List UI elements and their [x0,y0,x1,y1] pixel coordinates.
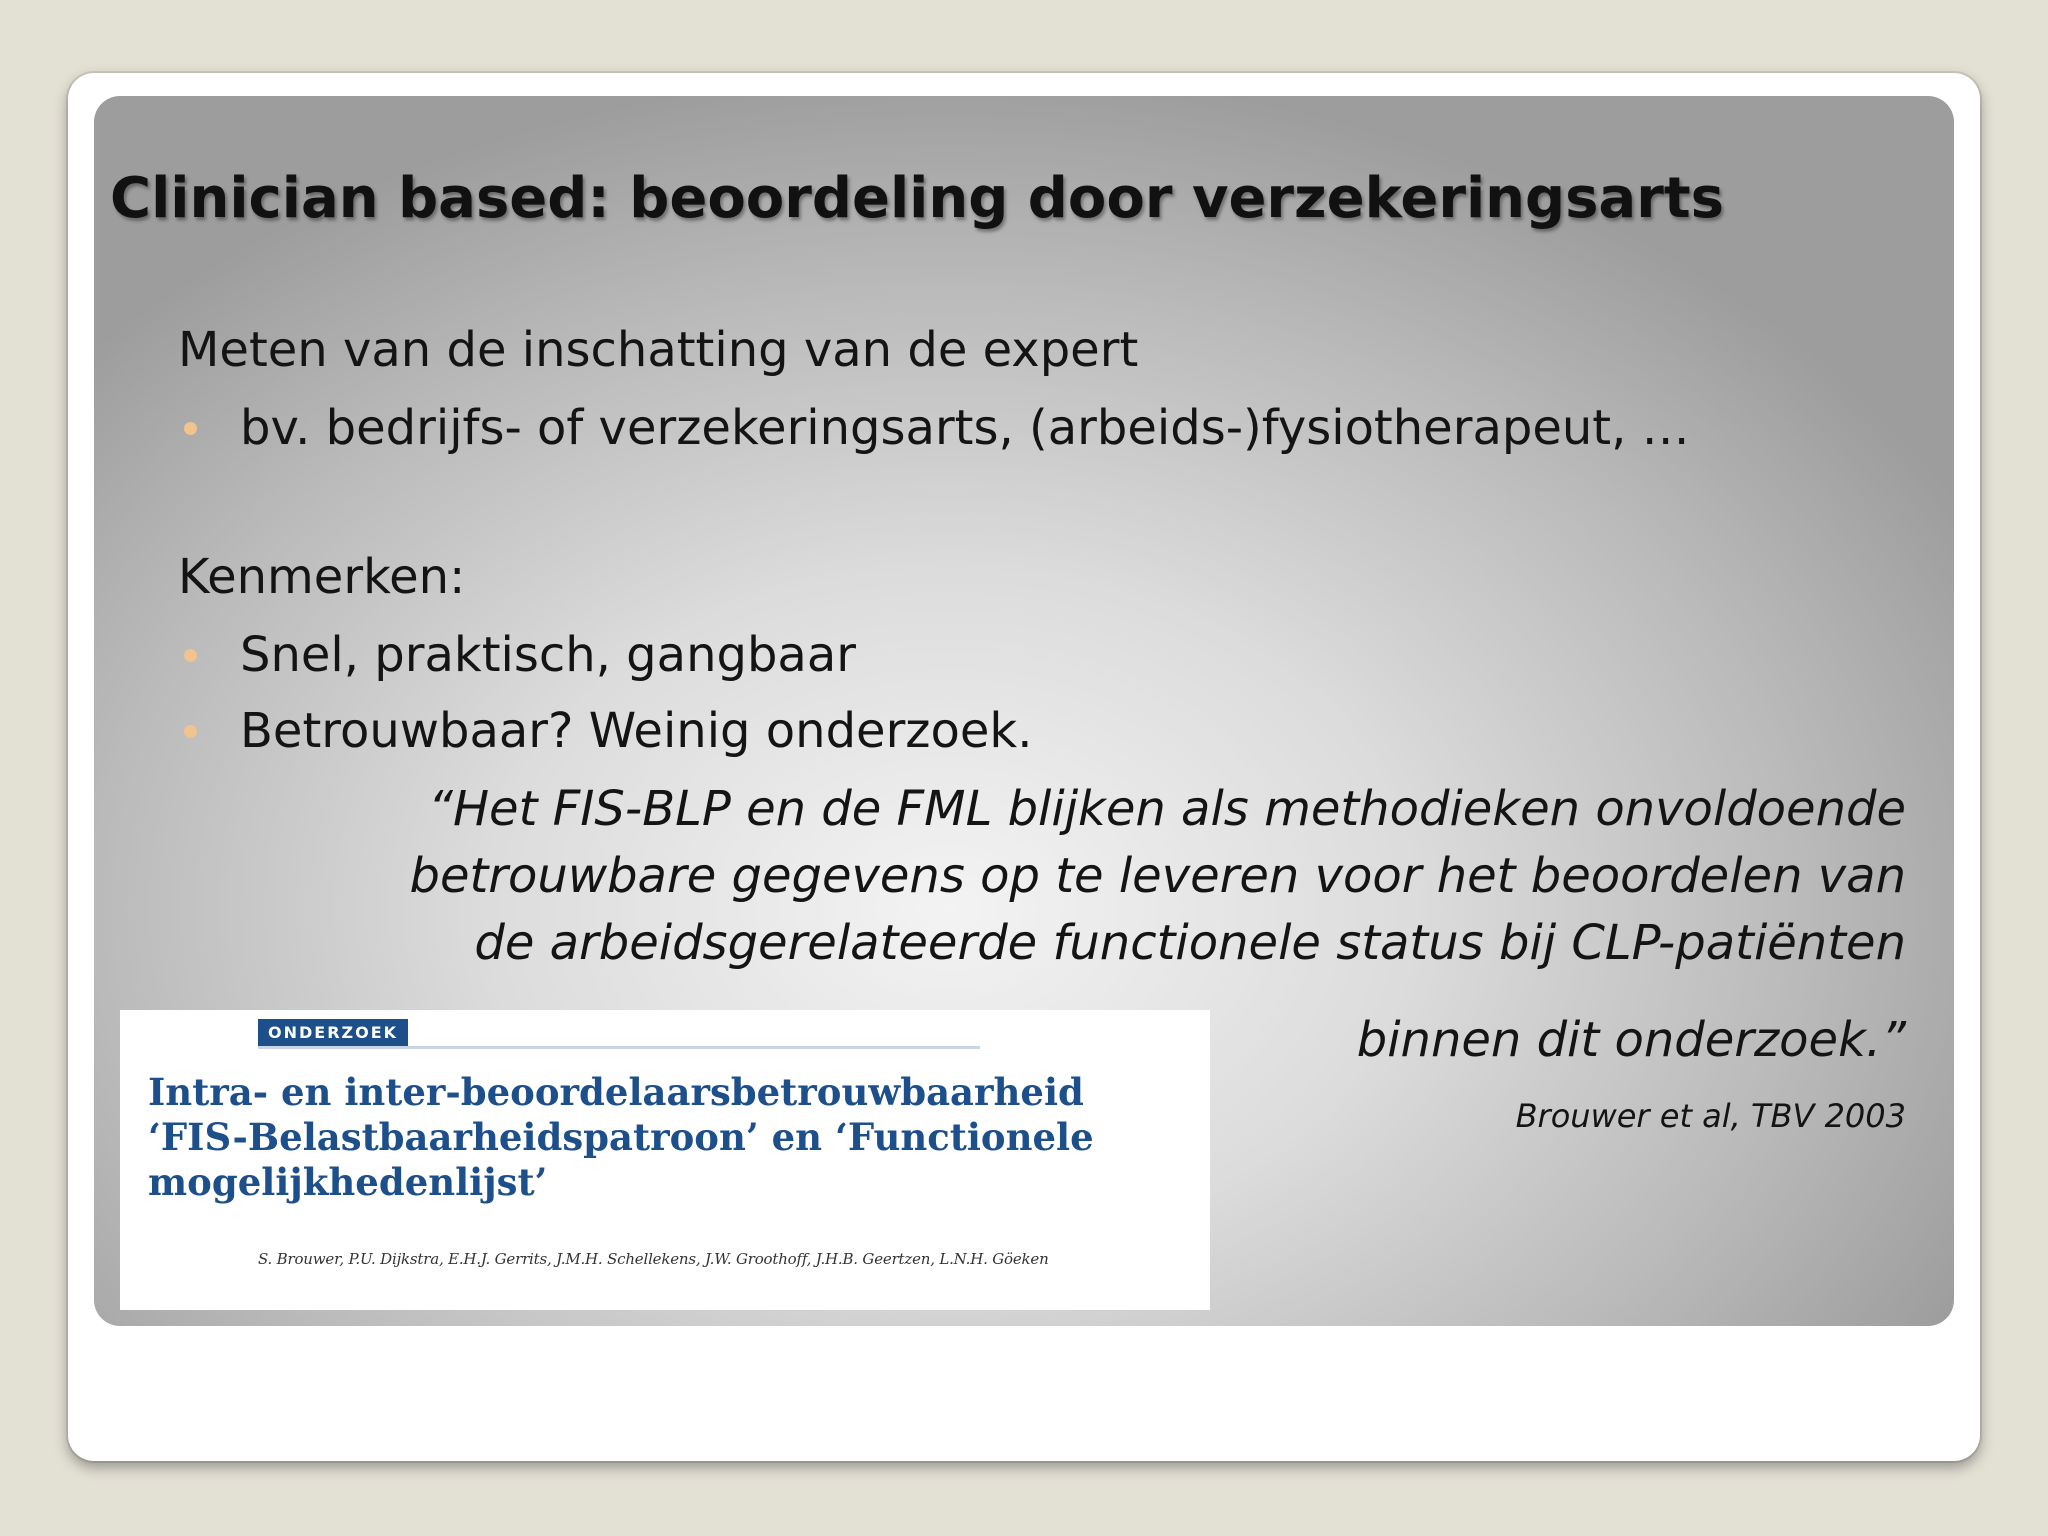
bullet-item [0,627,856,683]
article-divider [258,1046,980,1049]
article-header-image [120,1010,1210,1310]
bullet-item [0,400,1690,456]
section-heading-expert: Meten van de inschatting van de expert [178,322,1139,378]
article-category-badge: ONDERZOEK [258,1019,408,1047]
article-title-line: ‘FIS-Belastbaarheidspatroon’ en ‘Functionele [148,1115,1094,1159]
bullet-text: Snel, praktisch, gangbaar [240,627,856,683]
bullet-dot-icon [184,649,197,662]
article-title-line: Intra- en inter-beoordelaarsbetrouwbaarheid [148,1070,1084,1114]
quote-citation: Brouwer et al, TBV 2003 [1515,1097,1906,1135]
quote-line: betrouwbare gegevens op te leveren voor het beoordelen van [409,848,1906,904]
quote-line: binnen dit onderzoek.” [1356,1012,1906,1068]
bullet-item [0,703,1032,759]
slide-title: Clinician based: beoordeling door verzekeringsarts [110,166,1724,231]
article-title [148,1070,1094,1205]
article-title-line: mogelijkhedenlijst’ [148,1160,548,1204]
bullet-text: Betrouwbaar? Weinig onderzoek. [240,703,1033,759]
bullet-text: bv. bedrijfs- of verzekeringsarts, (arbeids-)fysiotherapeut, … [240,400,1690,456]
bullet-dot-icon [184,725,197,738]
bullet-dot-icon [184,422,197,435]
article-authors: S. Brouwer, P.U. Dijkstra, E.H.J. Gerrits, J.M.H. Schellekens, J.W. Groothoff, J.H.B. Geertzen, L.N.H. Göeken [258,1250,1049,1268]
quote-line: “Het FIS-BLP en de FML blijken als methodieken onvoldoende [428,781,1906,837]
quote-line: de arbeidsgerelateerde functionele status bij CLP-patiënten [474,915,1906,971]
section-heading-kenmerken: Kenmerken: [178,549,466,605]
